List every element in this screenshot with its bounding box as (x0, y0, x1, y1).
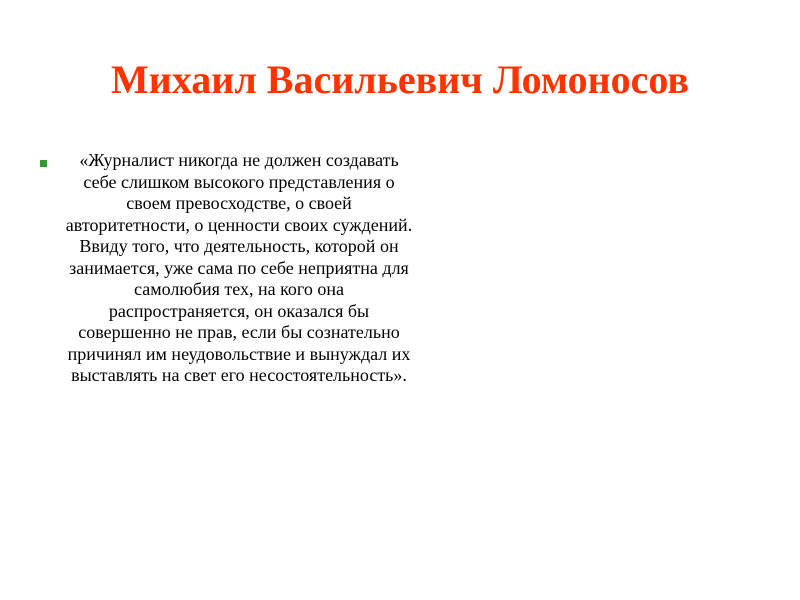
slide-content (40, 150, 420, 387)
slide-title: Михаил Васильевич Ломоносов (111, 57, 689, 102)
bullet-list-item (40, 150, 420, 387)
square-bullet-icon (40, 160, 47, 167)
quote-text: «Журналист никогда не должен создавать себе слишком высокого представления о своем превосходстве, о своей авторитетности, о ценности своих суждений. Ввиду того, что деятельность, которой он занимается, уже сама по себе неприятна для самолюбия тех, на кого она распространяется, он оказался бы совершенно не прав, если бы сознательно причинял им неудовольствие и вынуждал их выставлять на свет его несостоятельность». (65, 150, 413, 385)
